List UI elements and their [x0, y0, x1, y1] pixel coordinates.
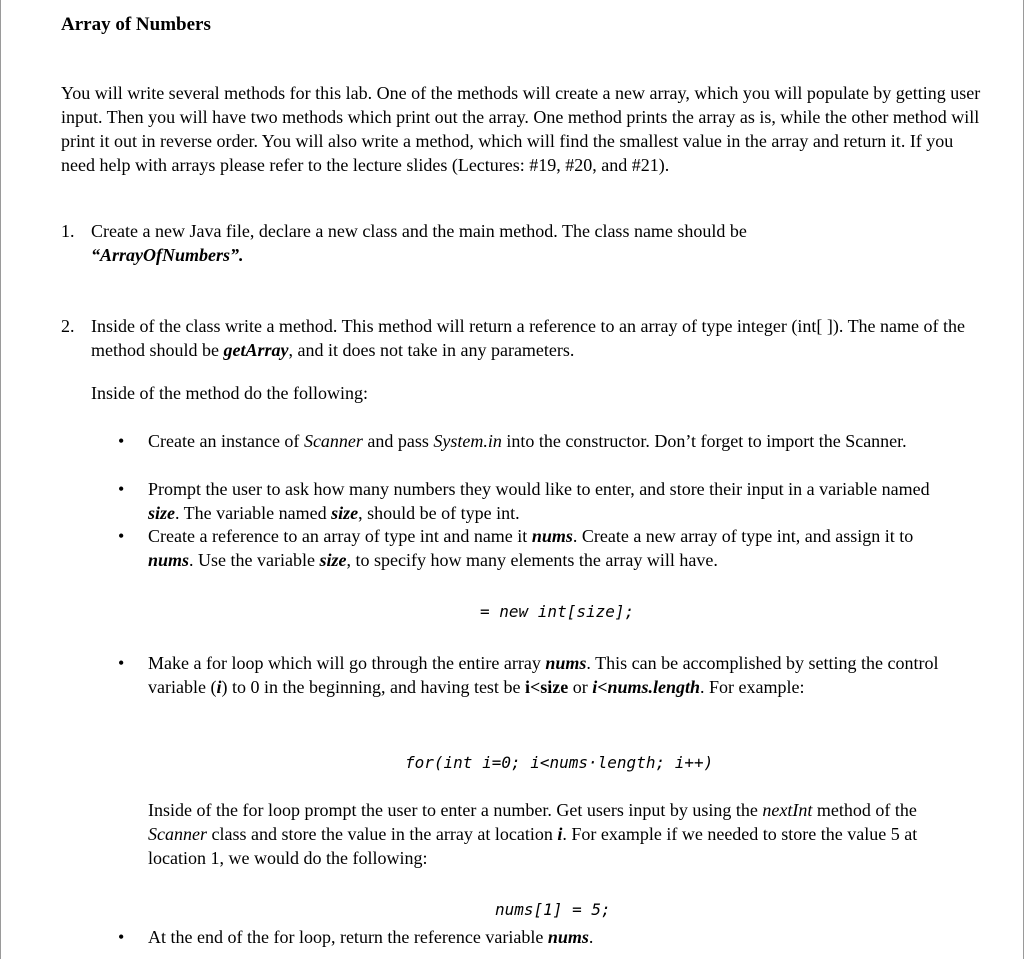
bullet-4-text-3: ) to 0 in the beginning, and having test be	[221, 677, 525, 697]
bullet-5-text-1: At the end of the for loop, return the reference variable	[148, 927, 548, 947]
bullet-5-dot: •	[118, 927, 125, 947]
bullet-3-size: size	[319, 550, 347, 570]
bullet-4	[118, 651, 948, 699]
step-2-text-a: Inside of the class write a method. This method will return a reference to an array of type integer (int[ ]). The name of the method should be	[91, 316, 966, 360]
bullet-3-body	[148, 524, 948, 572]
bullet-2-text-3: , should be of type int.	[358, 503, 520, 523]
for-loop-nextint: nextInt	[762, 800, 813, 820]
intro-paragraph: You will write several methods for this lab. One of the methods will create a new array, which you will populate by getting user input. Then you will have two methods which print out the array. One method prints the array as is, while the other method will print it out in reverse order. You will also write a method, which will find the smallest value in the array and return it. If you need help with arrays please refer to the lecture slides (Lectures: #19, #20, and #21).	[61, 83, 981, 175]
bullet-1-scanner: Scanner	[303, 431, 363, 451]
code-assign: nums[1] = 5;	[495, 900, 611, 919]
bullet-4-i: i	[216, 677, 222, 697]
bullet-1-body	[148, 429, 948, 453]
for-loop-text-1: Inside of the for loop prompt the user to enter a number. Get users input by using the	[148, 800, 763, 820]
for-loop-text-4: . For example if we needed to store the value 5 at location 1, we would do the following:	[148, 824, 918, 868]
step-2	[61, 314, 981, 362]
step-1-body	[91, 219, 981, 267]
bullet-4-cond-2: i<nums.length	[592, 677, 700, 697]
code-for-loop: for(int i=0; i<nums·length; i++)	[405, 753, 714, 772]
bullet-3-text-2: . Create a new array of type int, and assign it to	[572, 526, 914, 546]
bullet-4-text-5: . For example:	[700, 677, 805, 697]
bullet-4-text-2: . This can be accomplished by setting the control variable (	[148, 653, 939, 697]
step-2-text-b: , and it does not take in any parameters.	[288, 340, 575, 360]
document-title: Array of Numbers	[61, 14, 211, 35]
for-loop-text-3: class and store the value in the array at location	[206, 824, 558, 844]
bullet-4-nums: nums	[545, 653, 587, 673]
step-2-number: 2.	[61, 316, 75, 336]
step-1	[61, 219, 981, 267]
step-2-body	[91, 314, 981, 362]
bullet-2-text-2: . The variable named	[175, 503, 332, 523]
bullet-5	[118, 925, 948, 949]
bullet-2-body	[148, 477, 948, 525]
bullet-4-cond-1: i<size	[524, 677, 569, 697]
inside-method-label: Inside of the method do the following:	[91, 383, 368, 403]
bullet-2-size-2: size	[331, 503, 359, 523]
bullet-1	[118, 429, 948, 453]
bullet-1-system-in: System.in	[433, 431, 502, 451]
bullet-2	[118, 477, 948, 525]
bullet-1-dot: •	[118, 431, 125, 451]
bullet-3-dot: •	[118, 526, 125, 546]
bullet-2-text-1: Prompt the user to ask how many numbers they would like to enter, and store their input in a variable named	[148, 479, 930, 499]
step-1-class-name: “ArrayOfNumbers”.	[91, 245, 244, 265]
bullet-1-text-1: Create an instance of	[148, 431, 304, 451]
bullet-4-text-1: Make a for loop which will go through the entire array	[148, 653, 546, 673]
bullet-4-body	[148, 651, 948, 699]
code-new-array: = new int[size];	[480, 602, 635, 621]
bullet-1-text-3: into the constructor. Don’t forget to import the Scanner.	[501, 431, 907, 451]
bullet-3-text-3: . Use the variable	[189, 550, 320, 570]
for-loop-text-2: method of the	[812, 800, 917, 820]
bullet-2-size-1: size	[148, 503, 175, 523]
bullet-3-text-4: , to specify how many elements the array will have.	[346, 550, 718, 570]
bullet-3-text-1: Create a reference to an array of type int and name it	[148, 526, 532, 546]
step-1-number: 1.	[61, 221, 75, 241]
bullet-3-nums-2: nums	[148, 550, 190, 570]
step-2-method-name: getArray	[223, 340, 289, 360]
bullet-1-text-2: and pass	[362, 431, 434, 451]
bullet-5-nums: nums	[547, 927, 589, 947]
bullet-3	[118, 524, 948, 572]
for-loop-i: i	[557, 824, 563, 844]
for-loop-explanation	[148, 798, 958, 870]
step-1-text: Create a new Java file, declare a new class and the main method. The class name should be	[91, 221, 747, 241]
bullet-2-dot: •	[118, 479, 125, 499]
bullet-4-dot: •	[118, 653, 125, 673]
bullet-5-text-2: .	[588, 927, 594, 947]
for-loop-scanner: Scanner	[148, 824, 207, 844]
bullet-3-nums-1: nums	[531, 526, 573, 546]
bullet-4-text-4: or	[568, 677, 593, 697]
bullet-5-body	[148, 925, 948, 949]
